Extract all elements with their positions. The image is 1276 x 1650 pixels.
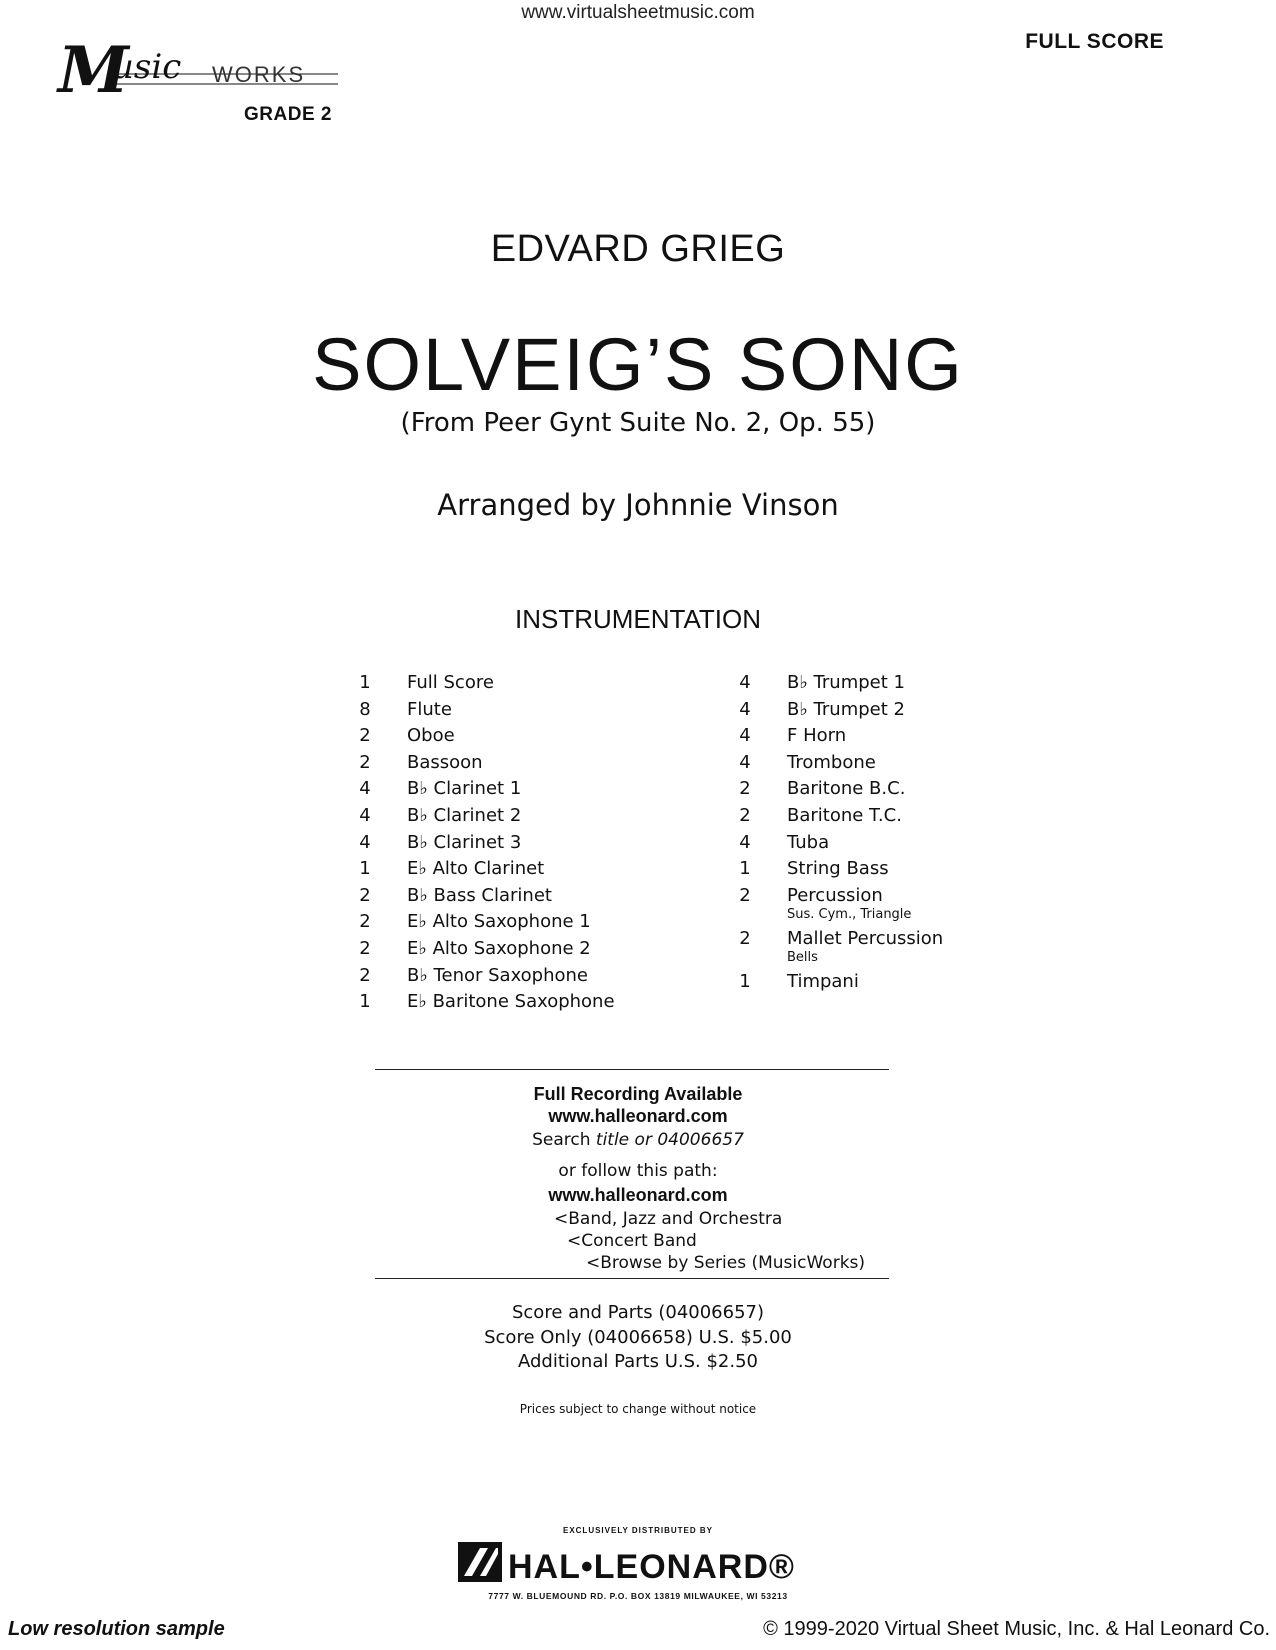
instrument-quantity: 2 (359, 911, 371, 933)
recording-search-text (0, 1130, 1276, 1150)
instrument-name: B♭ Bass Clarinet (407, 884, 552, 906)
search-or-word: or (629, 1130, 658, 1150)
svg-text:HAL•LEONARD®: HAL•LEONARD® (508, 1548, 795, 1586)
search-prefix: Search (532, 1130, 596, 1150)
instrument-quantity: 1 (359, 858, 371, 880)
recording-heading: Full Recording Available (533, 1084, 743, 1104)
price-line-3: Additional Parts U.S. $2.50 (517, 1351, 758, 1372)
instrument-name: Full Score (407, 672, 494, 693)
instrument-quantity: 4 (739, 725, 751, 747)
instrument-name: Trombone (787, 751, 876, 773)
follow-path-text: or follow this path: (558, 1161, 718, 1181)
score-type-label: FULL SCORE (1025, 30, 1164, 53)
instrument-name: E♭ Alto Clarinet (407, 858, 545, 880)
instrument-name: Bassoon (407, 751, 483, 773)
low-resolution-notice: Low resolution sample (8, 1618, 225, 1640)
instrument-quantity: 4 (359, 831, 371, 853)
instrument-quantity: 1 (739, 858, 751, 880)
instrument-name: E♭ Alto Saxophone 1 (407, 911, 591, 933)
instrument-quantity: 1 (359, 672, 371, 693)
distributor-address: 7777 W. BLUEMOUND RD. P.O. BOX 13819 MILWAUKEE, WI 53213 (488, 1591, 788, 1601)
path-step-1: <Band, Jazz and Orchestra (554, 1209, 783, 1229)
instrument-quantity: 1 (359, 991, 371, 1013)
page-title: SOLVEIG’S SONG (312, 323, 964, 406)
instrument-name: Baritone B.C. (787, 778, 906, 800)
instrumentation-heading: INSTRUMENTATION (514, 604, 762, 634)
instrument-quantity: 1 (739, 970, 751, 992)
svg-text:usic: usic (112, 47, 182, 87)
price-note: Prices subject to change without notice (519, 1402, 757, 1416)
instrument-name: B♭ Tenor Saxophone (407, 964, 589, 986)
instrument-quantity: 4 (359, 804, 371, 826)
instrument-name: Timpani (787, 970, 859, 992)
path-step-3: <Browse by Series (MusicWorks) (586, 1253, 866, 1273)
instrument-name: String Bass (787, 858, 889, 880)
price-line-1: Score and Parts (04006657) (511, 1302, 765, 1323)
instrument-name: E♭ Alto Saxophone 2 (407, 937, 591, 959)
divider-top (375, 1069, 889, 1070)
instrument-name: Baritone T.C. (787, 804, 902, 826)
instrument-quantity: 2 (739, 778, 751, 800)
instrument-quantity: 2 (739, 884, 751, 906)
instrument-quantity: 2 (359, 937, 371, 959)
copyright: © 1999-2020 Virtual Sheet Music, Inc. & Hal Leonard Co. (763, 1618, 1270, 1640)
svg-text:WORKS: WORKS (212, 62, 306, 87)
instrument-quantity: 4 (739, 751, 751, 773)
search-code: 04006657 (657, 1130, 744, 1150)
subtitle: (From Peer Gynt Suite No. 2, Op. 55) (400, 408, 876, 438)
divider-bottom (375, 1278, 889, 1279)
instrument-quantity: 2 (739, 804, 751, 826)
search-title-word: title (595, 1130, 630, 1150)
instrument-name: Oboe (407, 725, 455, 747)
instrument-quantity: 4 (359, 778, 371, 800)
distributor-label: EXCLUSIVELY DISTRIBUTED BY (562, 1526, 714, 1535)
instrument-name: F Horn (787, 725, 847, 747)
hal-leonard-logo (458, 1540, 818, 1586)
instrument-quantity: 8 (359, 698, 371, 720)
arranger: Arranged by Johnnie Vinson (437, 488, 839, 522)
recording-url[interactable]: www.halleonard.com (548, 1106, 728, 1126)
instrument-quantity: 2 (359, 751, 371, 773)
grade-label: GRADE 2 (244, 104, 332, 125)
instrument-quantity: 4 (739, 698, 751, 720)
instrument-name: B♭ Trumpet 1 (787, 672, 905, 693)
instrument-note: Sus. Cym., Triangle (787, 906, 912, 922)
instrument-quantity: 2 (359, 964, 371, 986)
instrument-name: Tuba (787, 831, 830, 853)
instrument-name: B♭ Clarinet 3 (407, 831, 522, 853)
instrument-name: Mallet Percussion (787, 927, 944, 949)
instrument-note: Bells (787, 949, 818, 965)
svg-text:M: M (58, 33, 129, 108)
instrument-name: Flute (407, 698, 452, 720)
price-line-2: Score Only (04006658) U.S. $5.00 (484, 1327, 792, 1348)
instrument-name: B♭ Clarinet 2 (407, 804, 522, 826)
path-step-2: <Concert Band (567, 1231, 697, 1251)
instrument-quantity: 2 (359, 725, 371, 747)
recording-url-2[interactable]: www.halleonard.com (548, 1185, 728, 1205)
watermark-url: www.virtualsheetmusic.com (521, 2, 755, 23)
instrument-quantity: 4 (739, 831, 751, 853)
instrument-name: Percussion (787, 884, 883, 906)
composer: EDVARD GRIEG (490, 228, 786, 270)
instrument-quantity: 2 (739, 927, 751, 949)
instrument-quantity: 4 (739, 672, 751, 693)
instrument-name: B♭ Trumpet 2 (787, 698, 905, 720)
instrument-name: B♭ Clarinet 1 (407, 778, 522, 800)
instrument-quantity: 2 (359, 884, 371, 906)
instrument-name: E♭ Baritone Saxophone (407, 991, 615, 1013)
